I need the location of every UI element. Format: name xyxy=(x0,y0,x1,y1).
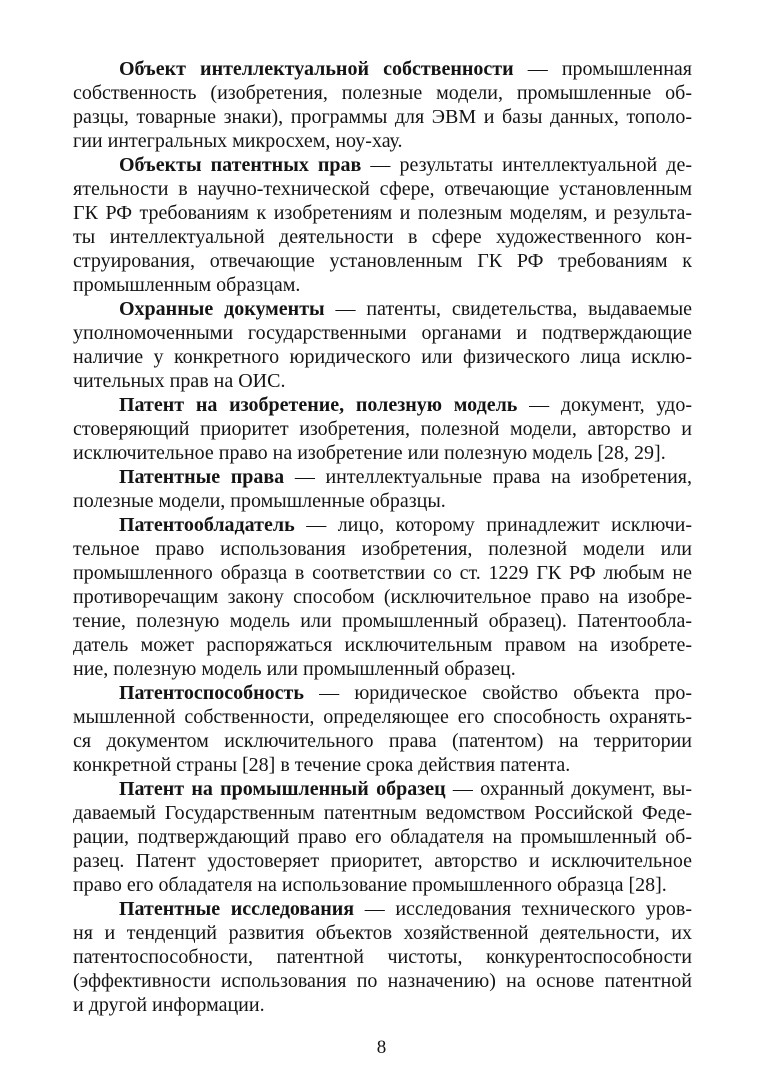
term-heading: Патентные права xyxy=(119,466,285,488)
definition-text: — лицо, которому принадлежит исключи- xyxy=(306,514,692,536)
definition-first-line xyxy=(73,681,692,705)
definition-text: — патенты, свидетельства, выдаваемые xyxy=(335,298,693,320)
definition-first-line xyxy=(73,297,692,321)
text-line: датель может распоряжаться исключительным правом на изобрете- xyxy=(73,634,692,656)
text-line: чительных прав на ОИС. xyxy=(73,370,286,392)
term-heading: Патентные исследования xyxy=(119,898,355,920)
text-line: тение, полезную модель или промышленный образец). Патентообла- xyxy=(73,610,692,632)
definition-first-line xyxy=(73,897,692,921)
text-line: исключительное право на изобретение или полезную модель [28, 29]. xyxy=(73,442,666,464)
text-line: ня и тенденций развития объектов хозяйственной деятельности, их xyxy=(73,922,692,944)
text-line: ты интеллектуальной деятельности в сфере художественного кон- xyxy=(73,226,692,248)
definition-paragraph xyxy=(73,681,692,777)
text-line: разцы, товарные знаки), программы для ЭВМ и базы данных, тополо- xyxy=(73,106,692,128)
text-line: струирования, отвечающие установленным ГК РФ требованиям к xyxy=(73,250,692,272)
term-heading: Объект интеллектуальной собственности xyxy=(119,58,514,80)
term-heading: Патент на промышленный образец xyxy=(119,778,446,800)
text-line: патентоспособности, патентной чистоты, конкурентоспособности xyxy=(73,946,692,968)
text-line: рации, подтверждающий право его обладателя на промышленный об- xyxy=(73,826,692,848)
term-heading: Охранные документы xyxy=(119,298,325,320)
term-heading: Патентоспособность xyxy=(119,682,304,704)
term-heading: Патентообладатель xyxy=(119,514,295,536)
text-line: (эффективности использования по назначению) на основе патентной xyxy=(73,970,692,992)
definition-first-line xyxy=(73,513,692,537)
text-line: конкретной страны [28] в течение срока действия патента. xyxy=(73,754,571,776)
text-line: ГК РФ требованиям к изобретениям и полезным моделям, и результа- xyxy=(73,202,692,224)
definition-paragraph xyxy=(73,57,692,153)
definition-first-line xyxy=(73,777,692,801)
definition-text: — юридическое свойство объекта про- xyxy=(319,682,693,704)
text-line: право его обладателя на использование промышленного образца [28]. xyxy=(73,874,667,896)
definition-first-line xyxy=(73,465,692,489)
text-line: мышленной собственности, определяющее его способность охранять- xyxy=(73,706,692,728)
text-line: уполномоченными государственными органами и подтверждающие xyxy=(73,322,692,344)
definition-text: — документ, удо- xyxy=(529,394,692,416)
text-line: даваемый Государственным патентным ведомством Российской Феде- xyxy=(73,802,692,824)
term-heading: Патент на изобретение, полезную модель xyxy=(119,394,518,416)
text-line: гии интегральных микросхем, ноу-хау. xyxy=(73,130,403,152)
text-line: ся документом исключительного права (патентом) на территории xyxy=(73,730,692,752)
definition-text: — интеллектуальные права на изобретения, xyxy=(294,466,692,488)
text-line: противоречащим закону способом (исключительное право на изобре- xyxy=(73,586,692,608)
definition-first-line xyxy=(73,153,692,177)
text-line: полезные модели, промышленные образцы. xyxy=(73,490,446,512)
text-line: и другой информации. xyxy=(73,994,265,1016)
text-block xyxy=(73,57,692,1017)
text-line: ятельности в научно-технической сфере, отвечающие установленным xyxy=(73,178,692,200)
definition-paragraph xyxy=(73,297,692,393)
definition-first-line xyxy=(73,393,692,417)
definition-text: — промышленная xyxy=(527,58,693,80)
text-line: стоверяющий приоритет изобретения, полезной модели, авторство и xyxy=(73,418,692,440)
definition-paragraph xyxy=(73,393,692,465)
definition-paragraph xyxy=(73,465,692,513)
definition-first-line xyxy=(73,57,692,81)
text-line: наличие у конкретного юридического или физического лица исклю- xyxy=(73,346,692,368)
definition-text: — охранный документ, вы- xyxy=(452,778,692,800)
term-heading: Объекты патентных прав xyxy=(119,154,362,176)
text-line: разец. Патент удостоверяет приоритет, авторство и исключительное xyxy=(73,850,692,872)
definition-paragraph xyxy=(73,777,692,897)
text-line: собственность (изобретения, полезные модели, промышленные об- xyxy=(73,82,692,104)
text-line: ние, полезную модель или промышленный образец. xyxy=(73,658,516,680)
text-line: тельное право использования изобретения, полезной модели или xyxy=(73,538,692,560)
definition-paragraph xyxy=(73,513,692,681)
page-number: 8 xyxy=(376,1037,387,1058)
text-line: промышленным образцам. xyxy=(73,274,301,296)
definition-paragraph xyxy=(73,897,692,1017)
definition-text: — результаты интеллектуальной де- xyxy=(370,154,693,176)
text-line: промышленного образца в соответствии со ст. 1229 ГК РФ любым не xyxy=(73,562,692,584)
definition-text: — исследования технического уров- xyxy=(364,898,692,920)
definition-paragraph xyxy=(73,153,692,297)
